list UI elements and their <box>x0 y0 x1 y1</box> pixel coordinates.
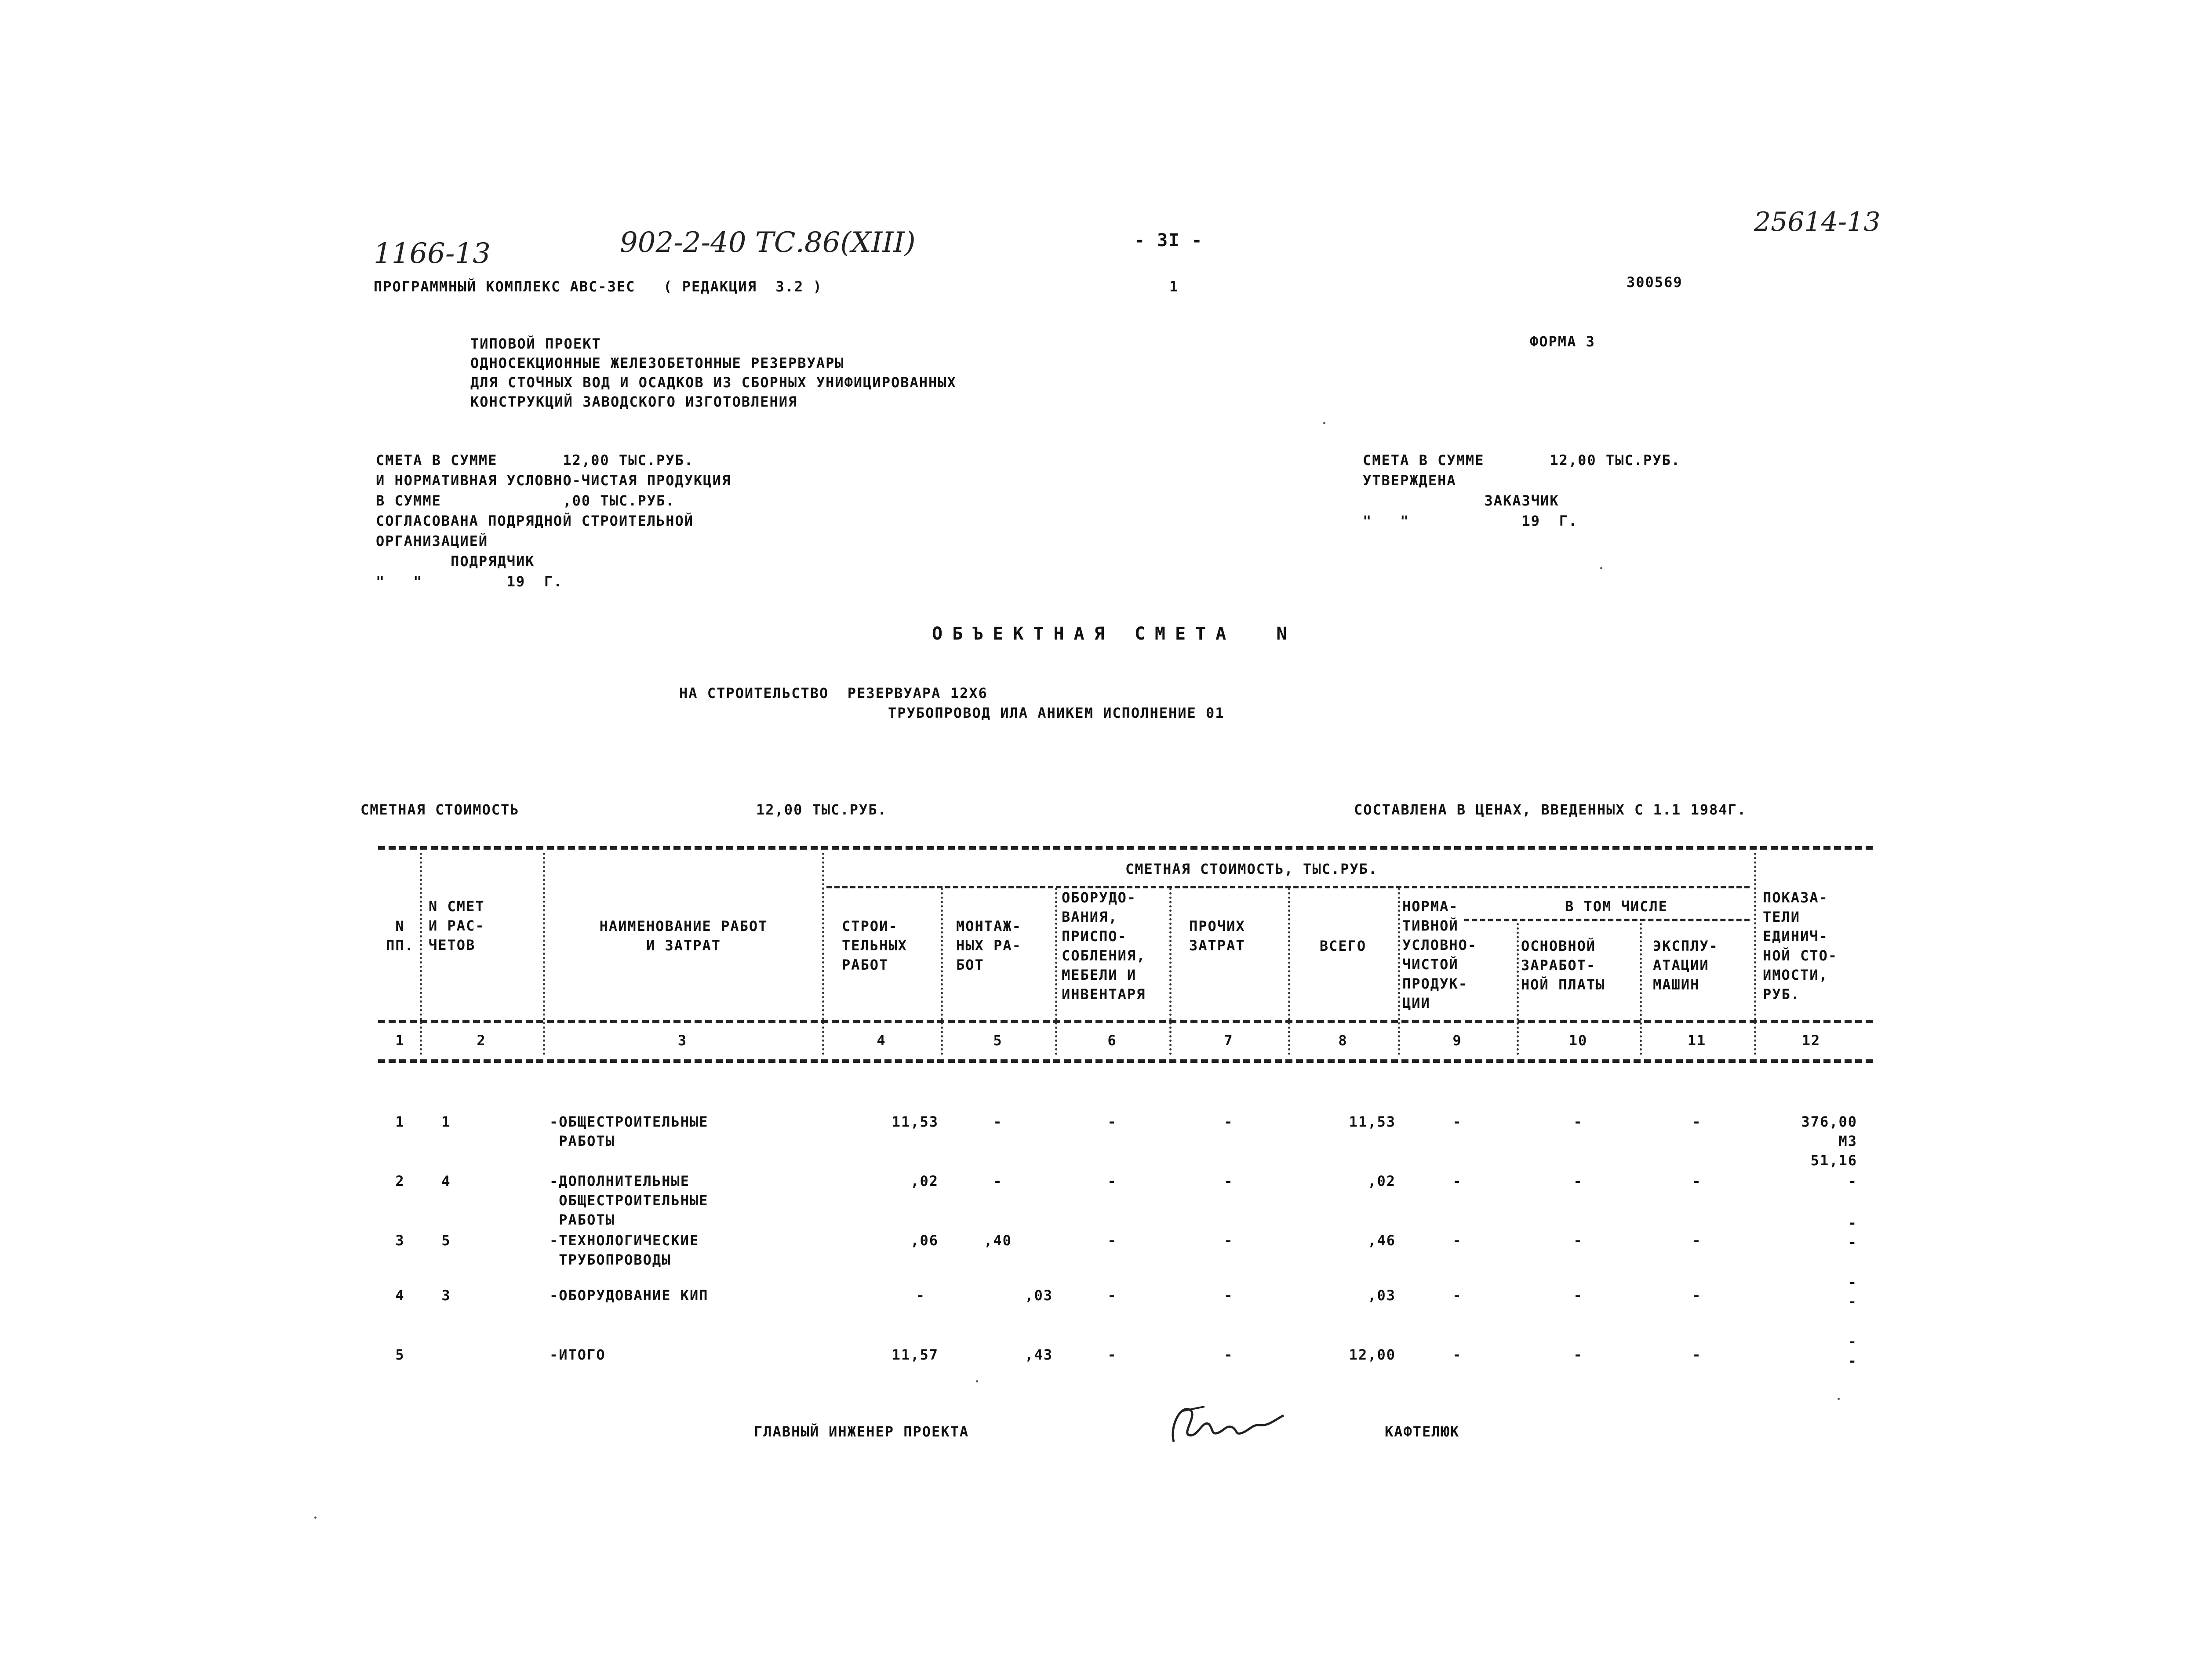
approval-right-line: ЗАКАЗЧИК <box>1363 492 1559 509</box>
title-subline-1: НА СТРОИТЕЛЬСТВО РЕЗЕРВУАРА 12Х6 <box>679 685 988 702</box>
col-header-net-product: НОРМА- ТИВНОЙ УСЛОВНО- ЧИСТОЙ ПРОДУК- ЦИИ <box>1402 898 1477 1011</box>
col-number: 5 <box>993 1032 1003 1049</box>
row-number: 5 <box>395 1346 405 1363</box>
doc-number: 300569 <box>1627 274 1683 291</box>
page-index: 1 <box>1169 278 1179 295</box>
col-divider <box>1055 888 1057 1055</box>
cell-unit-cost: - - <box>1848 1274 1857 1310</box>
col-header-n: N ПП. <box>386 918 414 954</box>
approval-right-line: УТВЕРЖДЕНА <box>1363 472 1456 489</box>
col-header-installation: МОНТАЖ- НЫХ РА- БОТ <box>956 918 1022 973</box>
subgroup-header-rule <box>1464 919 1750 921</box>
project-line: ДЛЯ СТОЧНЫХ ВОД И ОСАДКОВ ИЗ СБОРНЫХ УНИФИЦИРОВАННЫХ <box>470 374 957 391</box>
cell-equipment: - <box>1107 1346 1117 1363</box>
col-number: 4 <box>877 1032 886 1049</box>
cell-unit-cost: - <box>1848 1173 1857 1189</box>
cell-construction: 11,57 <box>892 1346 939 1363</box>
row-ref: 3 <box>441 1287 451 1304</box>
cell-machines: - <box>1692 1346 1702 1363</box>
cell-equipment: - <box>1107 1232 1117 1249</box>
form-label: ФОРМА 3 <box>1530 333 1595 350</box>
col-number: 8 <box>1338 1032 1348 1049</box>
cell-unit-cost: - - <box>1848 1333 1857 1369</box>
col-divider <box>1169 888 1172 1055</box>
col-divider <box>1398 888 1400 1055</box>
scan-speck <box>1838 1398 1840 1400</box>
cell-equipment: - <box>1107 1173 1117 1189</box>
col-number: 10 <box>1568 1032 1588 1049</box>
col-number: 9 <box>1452 1032 1462 1049</box>
col-header-construction: СТРОИ- ТЕЛЬНЫХ РАБОТ <box>842 918 907 973</box>
cell-wages: - <box>1573 1287 1583 1304</box>
col-divider <box>1754 853 1756 1055</box>
cell-other: - <box>1224 1113 1234 1130</box>
row-number: 2 <box>395 1173 405 1189</box>
row-name: -ТЕХНОЛОГИЧЕСКИЕ ТРУБОПРОВОДЫ <box>550 1232 699 1268</box>
approval-left-line: ПОДРЯДЧИК <box>376 553 535 570</box>
cell-other: - <box>1224 1287 1234 1304</box>
cell-construction: ,02 <box>910 1173 939 1189</box>
col-header-wages: ОСНОВНОЙ ЗАРАБОТ- НОЙ ПЛАТЫ <box>1521 938 1605 993</box>
scan-speck <box>1600 567 1602 569</box>
cell-construction: ,06 <box>910 1232 939 1249</box>
col-divider <box>1288 888 1290 1055</box>
row-name: -ИТОГО <box>550 1346 606 1363</box>
cell-wages: - <box>1573 1173 1583 1189</box>
cell-other: - <box>1224 1346 1234 1363</box>
cost-label: СМЕТНАЯ СТОИМОСТЬ <box>360 801 520 818</box>
row-number: 3 <box>395 1232 405 1249</box>
col-divider <box>420 853 422 1055</box>
scan-speck <box>976 1380 978 1382</box>
handwritten-project-code: 902-2-40 ТС.86(XIII) <box>620 226 916 259</box>
cell-wages: - <box>1573 1232 1583 1249</box>
cell-total: ,02 <box>1368 1173 1396 1189</box>
cost-value: 12,00 ТЫС.РУБ. <box>756 801 887 818</box>
approval-left-line: СОГЛАСОВАНА ПОДРЯДНОЙ СТРОИТЕЛЬНОЙ <box>376 513 694 529</box>
approval-left-line: " " 19 Г. <box>376 573 563 590</box>
cell-installation: ,03 <box>1025 1287 1053 1304</box>
cell-machines: - <box>1692 1113 1702 1130</box>
page-number: - 3I - <box>1134 230 1203 251</box>
cell-construction: 11,53 <box>892 1113 939 1130</box>
cell-other: - <box>1224 1232 1234 1249</box>
approval-right-line: " " 19 Г. <box>1363 513 1578 529</box>
approval-left-line: СМЕТА В СУММЕ 12,00 ТЫС.РУБ. <box>376 452 694 469</box>
scan-speck <box>1323 422 1325 424</box>
project-line: КОНСТРУКЦИЙ ЗАВОДСКОГО ИЗГОТОВЛЕНИЯ <box>470 393 798 410</box>
col-header-equipment: ОБОРУДО- ВАНИЯ, ПРИСПО- СОБЛЕНИЯ, МЕБЕЛИ И ИНВЕНТАРЯ <box>1062 889 1146 1003</box>
cell-net-product: - <box>1452 1232 1462 1249</box>
table-top-rule <box>378 846 1873 850</box>
col-number: 3 <box>677 1032 688 1049</box>
cell-installation: ,43 <box>1025 1346 1053 1363</box>
scan-speck <box>314 1516 317 1519</box>
cell-equipment: - <box>1107 1113 1117 1130</box>
cell-total: ,46 <box>1368 1232 1396 1249</box>
cell-installation: - <box>993 1173 1003 1189</box>
row-ref: 4 <box>441 1173 451 1189</box>
row-name: -ДОПОЛНИТЕЛЬНЫЕ ОБЩЕСТРОИТЕЛЬНЫЕ РАБОТЫ <box>550 1173 709 1228</box>
cell-net-product: - <box>1452 1113 1462 1130</box>
project-line: ОДНОСЕКЦИОННЫЕ ЖЕЛЕЗОБЕТОННЫЕ РЕЗЕРВУАРЫ <box>470 355 844 371</box>
col-header-name: НАИМЕНОВАНИЕ РАБОТ И ЗАТРАТ <box>599 918 768 954</box>
cell-construction: - <box>916 1287 925 1304</box>
row-ref: 1 <box>441 1113 451 1130</box>
row-name: -ОБОРУДОВАНИЕ КИП <box>550 1287 709 1304</box>
cell-machines: - <box>1692 1287 1702 1304</box>
chief-engineer-label: ГЛАВНЫЙ ИНЖЕНЕР ПРОЕКТА <box>754 1423 969 1440</box>
subgroup-header: В ТОМ ЧИСЛЕ <box>1565 898 1668 915</box>
program-line: ПРОГРАММНЫЙ КОМПЛЕКС АВС-3ЕС ( РЕДАКЦИЯ 3.2 ) <box>374 278 822 295</box>
approval-left-line: В СУММЕ ,00 ТЫС.РУБ. <box>376 492 675 509</box>
cell-wages: - <box>1573 1113 1583 1130</box>
handwritten-right-code: 25614-13 <box>1754 207 1881 237</box>
col-header-total: ВСЕГО <box>1319 938 1367 954</box>
cell-total: 12,00 <box>1349 1346 1396 1363</box>
engineer-name: КАФТЕЛЮК <box>1385 1423 1460 1440</box>
engineer-signature <box>1165 1393 1288 1451</box>
document-title: ОБЪЕКТНАЯ СМЕТА N <box>932 624 1297 644</box>
cell-installation: - <box>993 1113 1003 1130</box>
cell-equipment: - <box>1107 1287 1117 1304</box>
approval-left-line: ОРГАНИЗАЦИЕЙ <box>376 533 488 549</box>
cell-unit-cost: 376,00 М3 51,16 <box>1801 1113 1857 1169</box>
row-name: -ОБЩЕСТРОИТЕЛЬНЫЕ РАБОТЫ <box>550 1113 709 1149</box>
cell-net-product: - <box>1452 1346 1462 1363</box>
col-number: 12 <box>1801 1032 1821 1049</box>
cell-installation: ,40 <box>984 1232 1012 1249</box>
handwritten-left-code: 1166-13 <box>374 237 491 270</box>
row-number: 1 <box>395 1113 405 1130</box>
prices-note: СОСТАВЛЕНА В ЦЕНАХ, ВВЕДЕННЫХ С 1.1 1984Г. <box>1354 801 1747 818</box>
table-numbers-rule <box>378 1059 1873 1063</box>
col-header-machines: ЭКСПЛУ- АТАЦИИ МАШИН <box>1653 938 1718 993</box>
cell-machines: - <box>1692 1173 1702 1189</box>
cell-net-product: - <box>1452 1287 1462 1304</box>
cell-total: ,03 <box>1368 1287 1396 1304</box>
col-number: 1 <box>395 1032 405 1049</box>
cell-unit-cost: - - <box>1848 1215 1857 1251</box>
row-number: 4 <box>395 1287 405 1304</box>
title-subline-2: ТРУБОПРОВОД ИЛА АНИКЕМ ИСПОЛНЕНИЕ 01 <box>888 705 1225 721</box>
col-number: 2 <box>477 1032 486 1049</box>
cell-wages: - <box>1573 1346 1583 1363</box>
cell-net-product: - <box>1452 1173 1462 1189</box>
col-header-unit-cost: ПОКАЗА- ТЕЛИ ЕДИНИЧ- НОЙ СТО- ИМОСТИ, РУБ. <box>1763 889 1838 1003</box>
approval-right-line: СМЕТА В СУММЕ 12,00 ТЫС.РУБ. <box>1363 452 1681 469</box>
col-divider <box>822 853 824 1055</box>
col-divider <box>543 853 545 1055</box>
col-number: 11 <box>1687 1032 1707 1049</box>
col-header-other: ПРОЧИХ ЗАТРАТ <box>1189 918 1245 954</box>
approval-left-line: И НОРМАТИВНАЯ УСЛОВНО-ЧИСТАЯ ПРОДУКЦИЯ <box>376 472 731 489</box>
col-number: 7 <box>1224 1032 1234 1049</box>
project-line: ТИПОВОЙ ПРОЕКТ <box>470 335 601 352</box>
cell-machines: - <box>1692 1232 1702 1249</box>
table-header-rule <box>378 1020 1873 1023</box>
col-divider <box>941 888 943 1055</box>
group-header: СМЕТНАЯ СТОИМОСТЬ, ТЫС.РУБ. <box>1125 861 1378 877</box>
cell-other: - <box>1224 1173 1234 1189</box>
row-ref: 5 <box>441 1232 451 1249</box>
cell-total: 11,53 <box>1349 1113 1396 1130</box>
col-header-ref: N СМЕТ И РАС- ЧЕТОВ <box>429 898 485 953</box>
col-number: 6 <box>1107 1032 1117 1049</box>
